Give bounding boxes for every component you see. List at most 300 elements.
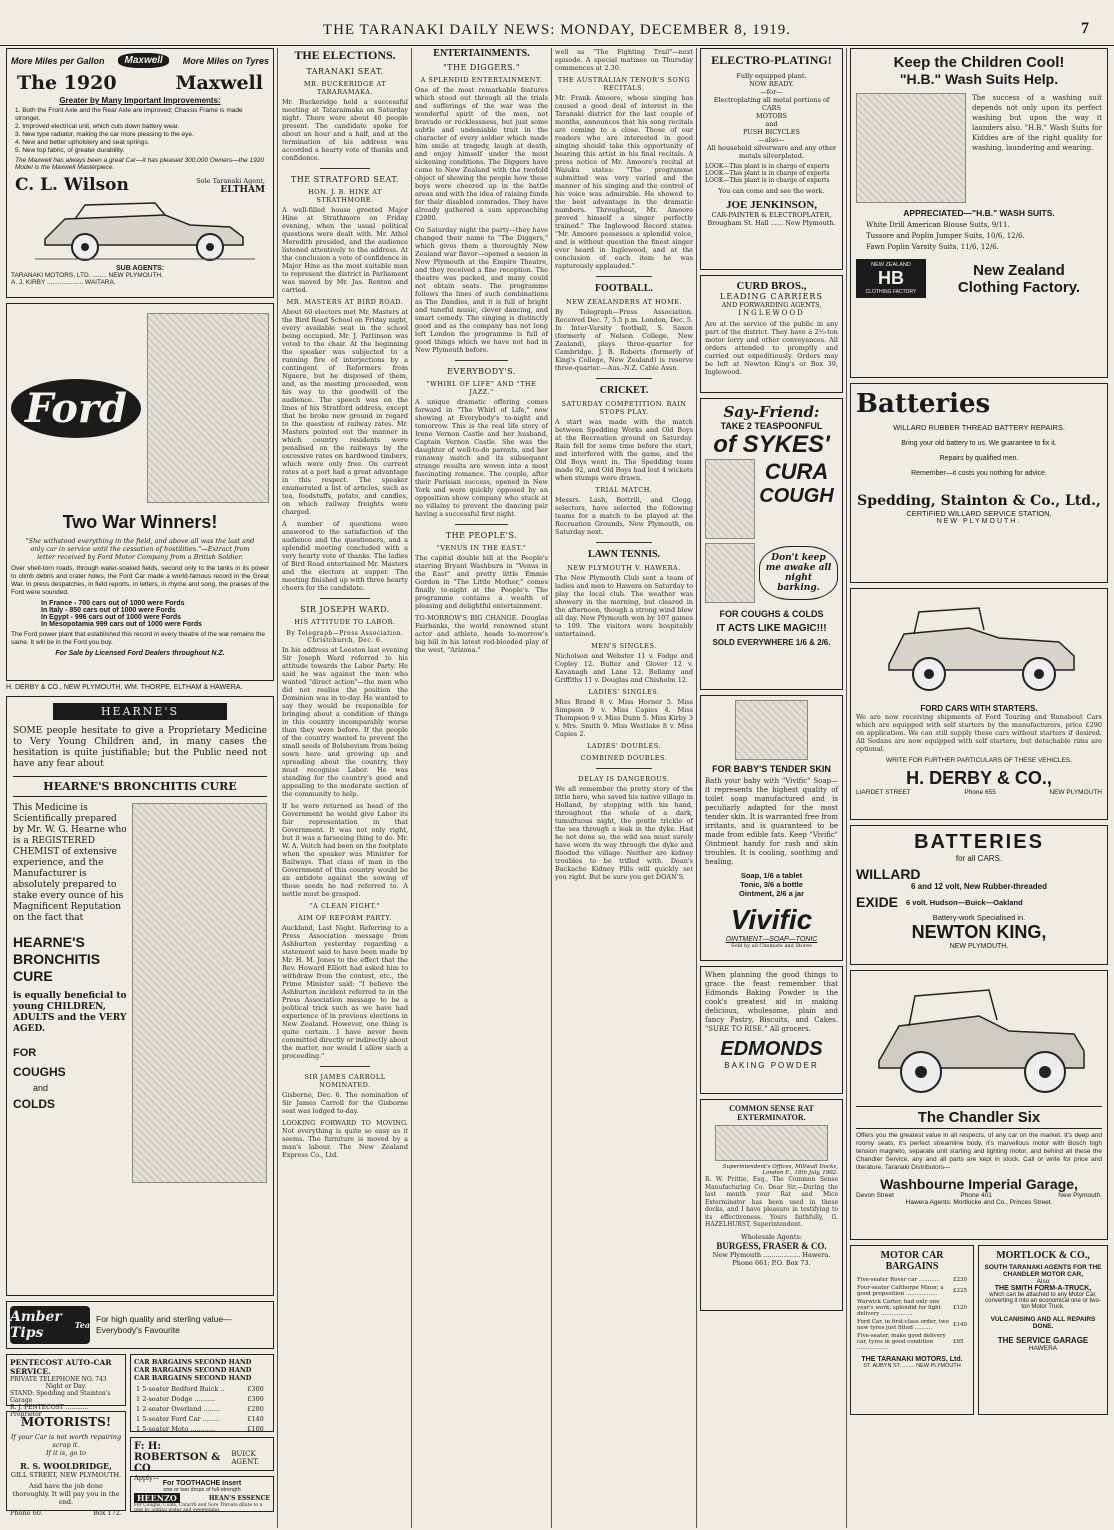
chandler-town: New Plymouth. (1058, 1192, 1102, 1199)
section-subheading: A SPLENDID ENTERTAINMENT. (420, 76, 543, 84)
maxwell-agent-name: C. L. Wilson (15, 175, 129, 195)
rat-exterminator-ad (700, 1099, 843, 1311)
ford-stats (41, 600, 239, 628)
pentecost-hours: Night or Day. (45, 1383, 87, 1390)
heenzo-right: HEAN'S ESSENCE (208, 1494, 270, 1502)
rat-title: COMMON SENSE RAT EXTERMINATOR. (729, 1104, 814, 1122)
hearne-colds: COLDS (13, 1097, 55, 1111)
cricket-heading: CRICKET. (599, 385, 649, 396)
article-paragraph: Mr. Buckeridge held a successful meeting at Tataraimaka on Saturday night. There were about 40 people present. The candidate spoke for about an hour and a half, and at the termination of his address was accorded a hearty vote of thanks and confidence. (282, 98, 408, 162)
electro-item: CARS (761, 104, 781, 112)
article-paragraph: Gisborne, Dec. 6. The nomination of Sir James Carroll for the Gisborne seat was lodged to-day. (282, 1091, 408, 1115)
motorists-name: R. S. WOOLDRIDGE, (20, 1461, 112, 1471)
ford-car-illustration (147, 313, 269, 503)
mortlock-also: Also (1036, 1278, 1050, 1285)
article-paragraph: By Telegraph—Press Association. Received Dec. 7, 5.5 p.m. London, Dec. 5. In Inter-Varsity football, S. Saxon (formerly of Nelson College, New Zealand), plays three-quarter for Cambridge. J. B. Roberts (formerly of King's College, New Zealand) is reserve three-quarter.—Aus.-N.Z. Cable Assn. (555, 308, 693, 372)
motorists-phone: Phone 60. (10, 1509, 43, 1517)
ford-ad (6, 303, 274, 681)
bargains-table (134, 1384, 270, 1434)
hearne-ad (6, 696, 274, 1296)
section-heading: TARANAKI SEAT. (306, 67, 384, 76)
mortlock-line: SOUTH TARANAKI AGENTS FOR THE CHANDLER MOTOR CAR, (984, 1264, 1102, 1278)
hb-wash-suits-ad (850, 48, 1108, 378)
mortlock-line: THE SMITH FORM-A-TRUCK, (994, 1285, 1092, 1292)
section-subheading: HIS ATTITUDE TO LABOR. (294, 618, 396, 626)
table-row (134, 1394, 270, 1404)
hb-title: Keep the Children Cool! (893, 54, 1065, 71)
chandler-dealer: Washbourne Imperial Garage, (880, 1176, 1078, 1192)
section-subheading: TRIAL MATCH. (595, 486, 653, 494)
bargains-price: £200 (247, 1405, 264, 1413)
sykes-say: Say-Friend: (723, 403, 820, 421)
robertson-role: BUICK AGENT. (231, 1449, 260, 1466)
electro-look: LOOK—This plant is in charge of experts (705, 163, 830, 170)
amber-logo: Amber Tips (10, 1309, 62, 1341)
section-subheading: LADIES' SINGLES. (588, 688, 660, 696)
vivific-body: Bath your baby with "Vivific" Soap—it represents the highest quality of toilet soap manufactured and is peculiarly adapted for the most tender skin. It is warranted free from irritants, and is guaranteed to be made from edible fats. Keep "Vivific" Ointment handy for rash and skin troubles. It is cooling, soothing and healing. (705, 777, 838, 866)
motor-car-bargains-ad (850, 1245, 974, 1415)
robertson-apply: Apply— (134, 1474, 160, 1482)
article-paragraph: In his address at Leeston last evening Sir Joseph Ward referred to his attitude towards the Labor Party. He said he was against the men who wanted "direct action"—the men who did not realise the position the Dominion was in to-day. He wanted to say they would be responsible for bringing about a condition of things in this country incomparably worse than they were before. If the people of the country wanted to prevent the small seeds of Bolshevism from being sown here and growing up and spreading about the country, they must recognise Labor. He was standing for the country's good and appealing to the moderate section of the community to help. (282, 646, 408, 798)
list-item: In France - 700 cars out of 1000 were Fords (41, 600, 185, 607)
vivific-price: Soap, 1/6 a tablet (740, 871, 803, 880)
chandler-agents: Hawera Agents: Mortlocke and Co., Princes Street. (905, 1199, 1053, 1206)
derby-write: WRITE FOR FURTHER PARTICULARS OF THESE VEHICLES. (886, 757, 1072, 764)
column-1 (6, 48, 274, 1526)
spedding-town: NEW PLYMOUTH. (936, 518, 1022, 525)
column-3 (415, 48, 548, 1526)
section-heading: SIR JOSEPH WARD. (300, 605, 390, 614)
sykes-for: FOR COUGHS & COLDS (719, 609, 824, 619)
derby-name: H. DERBY & CO., (906, 768, 1052, 788)
section-subheading: MEN'S SINGLES. (591, 642, 657, 650)
mcb-item: Five-seater Rover car ............ (857, 1277, 940, 1283)
rat-agents: Wholesale Agents: (741, 1232, 802, 1241)
section-subheading: SIR JAMES CARROLL NOMINATED. (304, 1073, 386, 1089)
rat-caption: Superintendent's Offices, Millwall Docks, London E., 18th July, 1902. (722, 1164, 838, 1176)
table-row (855, 1276, 969, 1284)
maxwell-improvements-list (15, 107, 265, 155)
hb-factory: Clothing Factory. (957, 278, 1081, 296)
rat-body: R. W. Prittie, Esq., The Common Sense Manufacturing Co. Dear Sir,—During the last month your Rat and Mice Exterminator has been used in these docks, and I have pleasure in testifying to its effectiveness. Yours faithfully, G. HAZELHURST, Superintendent. (705, 1176, 838, 1228)
curd-line: LEADING CARRIERS (720, 292, 823, 301)
newton-town: NEW PLYMOUTH. (949, 943, 1009, 950)
section-subheading: HON. J. B. HINE AT STRATHMORE. (308, 188, 382, 204)
hb-sub: "H.B." Wash Suits Help. (899, 71, 1059, 87)
mcb-price: £120 (953, 1305, 967, 1311)
section-subheading: MR. BUCKERIDGE AT TARARAMAKA. (303, 80, 387, 96)
divider (320, 168, 370, 169)
mcb-title: MOTOR CAR BARGAINS (880, 1250, 944, 1272)
vivific-ad (700, 695, 843, 961)
motorists-ad (6, 1411, 126, 1517)
amber-text: For high quality and sterling value—Everybody's Favourite (96, 1314, 232, 1335)
spedding-sub: CERTIFIED WILLARD SERVICE STATION, (906, 509, 1052, 518)
pentecost-stand: STAND: Spedding and Stainton's Garage (10, 1390, 111, 1404)
maxwell-year: The 1920 (17, 72, 117, 94)
curd-body: Are at the service of the public in any part of the district. They have a 2½-ton motor lorry and other conveyances. All orders attended to promptly and carried out expeditiously. Orders may be left at Newton King's or Box 39, Inglewood. (705, 320, 838, 376)
section-subheading: "WHIRL OF LIFE" AND "THE JAZZ." (426, 380, 537, 396)
article-paragraph: One of the most remarkable features which stood out through all the trials and sufferings of the war was the wonderful spirit of the men, not bravado or recklessness, but just some subtle and undeniable trait in the character of every soldier which made him smile at tragedy, laugh at death, and enjoy himself under the most sickening conditions. The Diggers have come to New Zealand with the twofold object of showing the people how these boys were cheered up in the battle areas and with the idea of raising funds for their disabled comrades. They have already gathered a sum approaching £2000. (415, 86, 548, 222)
section-subheading: NEW ZEALANDERS AT HOME. (566, 298, 682, 306)
elections-title: THE ELECTIONS. (294, 48, 396, 62)
column-divider (277, 48, 278, 1528)
curd-bros-ad (700, 275, 843, 393)
hearne-product-big: HEARNE'S BRONCHITIS CURE (13, 934, 101, 984)
chandler-body: Offers you the greatest value in all respects, of any car on the market. It's deep and roomy seats, it's perfect streamline body, it's marvellous motor with Bosch high tension magneto, separate unit starting and lighting motor, and behind all these the Chandler Service, any and all parts are kept in stock. Call or write for price and literature. Taranaki Distributors— (856, 1132, 1102, 1171)
maxwell-badge: Maxwell (118, 53, 168, 68)
section-subheading: "A CLEAN FIGHT." (309, 902, 381, 910)
table-row (855, 1332, 969, 1352)
hb-appreciated: APPRECIATED—"H.B." WASH SUITS. (903, 208, 1055, 218)
spedding-line: Remember—it costs you nothing for advice. (911, 470, 1047, 477)
newton-name: NEWTON KING, (911, 922, 1047, 942)
list-item: 5. New top fabric, of greater durability. (15, 147, 125, 154)
vivific-logo: Vivific (730, 904, 813, 935)
electro-look: LOOK—This plant is in charge of experts (705, 177, 830, 184)
electro-line: NOW READY. (749, 80, 794, 88)
bargains-row: CAR BARGAINS SECOND HAND (134, 1358, 252, 1366)
hb-nz: New Zealand (973, 261, 1065, 279)
ford-closing: The Ford power plant that established this record in every theatre of the war remains the same. It will be in the Ford you buy. (11, 631, 265, 646)
list-item: 2. Improved electrical unit, which cuts down battery wear. (15, 123, 180, 130)
list-item: In Italy - 850 cars out of 1000 were Fords (41, 607, 176, 614)
electro-address: Brougham St. Hall ...... New Plymouth. (707, 219, 836, 227)
section-heading: THE PEOPLE'S. (445, 531, 518, 540)
mcb-price: £140 (953, 1322, 967, 1328)
robertson-name: F: H: ROBERTSON & CO (134, 1441, 221, 1474)
column-2 (282, 48, 408, 1526)
newton-exide-desc: 6 volt. Hudson—Buick—Oakland (906, 897, 1023, 907)
spedding-title: Batteries (856, 389, 991, 419)
heenzo-head: For TOOTHACHE Insert (162, 1480, 242, 1487)
dog-illustration (705, 543, 755, 603)
hearne-and: and (33, 1083, 49, 1093)
rat-name: BURGESS, FRASER & CO. (716, 1240, 827, 1251)
hearne-suitable: is equally beneficial to young CHILDREN, ADULTS and the VERY AGED. (13, 991, 127, 1034)
table-row (134, 1414, 270, 1424)
divider (596, 378, 651, 379)
motorists-tag: And have the job done thoroughly. It will pay you in the end. (12, 1482, 120, 1506)
mortlock-name: MORTLOCK & CO., (996, 1250, 1090, 1261)
rat-address: New Plymouth .................. Hawera. (712, 1250, 831, 1259)
pentecost-name: PENTECOST AUTO-CAR SERVICE. (10, 1358, 112, 1376)
maxwell-brand: Maxwell (175, 72, 263, 94)
article-paragraph: LOOKING FORWARD TO MOVING. Not everything is quite so easy as it seems. The furniture is moved by a man's labour. The New Zealand Express Co., Ltd. (282, 1119, 408, 1159)
maxwell-tag-left: More Miles per Gallon (11, 55, 105, 66)
electro-item: PUSH BICYCLES (743, 128, 800, 136)
vivific-sub: OINTMENT—SOAP—TONIC (725, 936, 818, 943)
bargains-item: 1 2-seater Overland ........ (136, 1405, 221, 1413)
article-paragraph: Messrs. Lash, Bottrill, and Clegg, selectors, have selected the following teams for a match to be played at the Recreation Grounds, New Plymouth, on Saturday next. (555, 496, 693, 536)
section-subheading: "VENUS IN THE EAST." (436, 544, 527, 552)
list-item: In Egypt - 996 cars out of 1000 were Fords (41, 614, 182, 621)
derby-address: LIARDET STREET (856, 789, 911, 796)
hb-body: The success of a washing suit depends not only upon its perfect washing but upon the way it launders also. "H.B." Wash Suits for Kiddies are of the right quality for washing, laundering and wearing. (972, 94, 1102, 152)
maxwell-car-illustration (15, 197, 265, 263)
bargains-item: 1 2-seater Dodge .......... (136, 1395, 216, 1403)
maxwell-note: The Maxwell has always been a great Car—it has pleased 300,000 Owners—the 1920 Model is the Maxwell Masterpiece. (15, 157, 264, 171)
maxwell-sub-agents-title: SUB AGENTS: (116, 265, 164, 272)
bargains-price: £100 (247, 1425, 264, 1433)
bargains-row: CAR BARGAINS SECOND HAND (134, 1366, 252, 1374)
newton-title: BATTERIES (914, 831, 1044, 853)
electro-role: CAR-PAINTER & ELECTROPLATER, (711, 211, 832, 219)
mortlock-line: VULCANISING AND ALL REPAIRS DONE. (990, 1316, 1096, 1330)
maxwell-sub-agent: A. J. KIRBY .................... WAITARA. (11, 279, 116, 286)
article-paragraph: Mr. Frank Amoore, whose singing has caused a good deal of interest in the Taranaki district for the last couple of months, announces that his song recitals are coming to a close. Those of our readers who are interested in good singing should take this opportunity of hearing this artist in his final recitals. A press notice of Mr. Amoore's recital at Waiuku states: "The programme submitted was very varied and the manner of his singing and the control of his voice was admirable. He showed to the best advantage in the dramatic numbers. Throughout, Mr. Amoore proved himself a singer perfectly trained." The Inglewood Record states: "Mr. Amoore possesses a splendid voice, and is without question the finest singer ever heard in Inglewood, and at the conclusion of each item he was rapturously applauded." (555, 94, 693, 270)
divider (455, 524, 508, 525)
vivific-price: Tonic, 3/6 a bottle (740, 880, 803, 889)
maxwell-agent-town: ELTHAM (220, 185, 265, 195)
electro-look: LOOK—This plant is in charge of experts (705, 170, 830, 177)
ford-footer: H. DERBY & CO., NEW PLYMOUTH, WM. THORPE, ELTHAM & HAWERA. (6, 684, 243, 691)
dateline: By Telegraph—Press Association. Christchurch, Dec. 6. (286, 630, 404, 644)
article-paragraph: On Saturday night the party—they have changed their name to "The Diggers," which gives them a thoroughly New Zealand war flavor—opened a season in New Plymouth at the Empire Theatre, and they received a fine reception. The theatre was packed, and many could not obtain seats. The programme follows the lines of such combinations as The Dandies, and it is full of bright and tuneful music, clever dancing, and smart comedy. The singing is distinctly good and as the company has not long left London the programme is full of good things which we have not had in New Plymouth before. (415, 226, 548, 354)
hb-item: Fawn Poplin Varsity Suits, 11/6, 12/6. (866, 243, 999, 251)
bargains-item: 1 5-seater Bedford Buick .. (136, 1385, 225, 1393)
article-paragraph: The capital double bill at the People's starring Bryant Washburn in "Venus in the East" and pretty little Emmie Gordon in "The Little Mother," comes finally to-night at the People's. The programme contains a wealth of pleasing and delightful entertainment. (415, 554, 548, 610)
hb-logo-bottom: CLOTHING FACTORY (865, 289, 917, 295)
table-row (855, 1284, 969, 1298)
hb-item: White Drill American Blouse Suits, 9/11. (866, 221, 1010, 229)
page-number: 7 (1081, 20, 1090, 37)
hearne-body: This Medicine is Scientifically prepared by Mr. W. G. Hearne who is a REGISTERED CHEMIST of extensive experience, and the Manufacturer is absolutely prepared to stake every ounce of his Magnificent Reputation on the fact that (13, 803, 127, 923)
rat-phone: Phone 661; P.O. Box 73. (732, 1258, 811, 1267)
motorists-box: Box 172. (93, 1509, 122, 1517)
curd-town: INGLEWOOD (738, 309, 805, 317)
section-subheading: AIM OF REFORM PARTY. (297, 914, 393, 922)
table-row (855, 1298, 969, 1318)
hearne-logo: HEARNE'S (53, 703, 227, 720)
article-paragraph: About 60 electors met Mr. Masters at the Bird Road School on Friday night, every available seat in the school being occupied. Mr. J. Pattinson was voted to the chair. At the beginning the speaker was subjected to a running fire of interjections by a contingent of Reformers from Ngaere, but he disposed of them, and, as the meeting proceeded, won his way to the goodwill of the audience. The speech was on the lines of his Stratford address, except that he broke new ground in regard to the question of railway rates. Mr. Masters pointed out the manner in which country residents were penalised on the railways by the excessive rates on hardwood timbers, which were only free. On current rates at a port had a great advantage in this respect. The speaker enumerated a list of articles, such as tea, foodstuffs, potato, and candles, on which railway freights were charged. (282, 308, 408, 516)
section-subheading: NEW PLYMOUTH V. HAWERA. (567, 564, 681, 572)
electro-plating-ad (700, 48, 843, 270)
derby-caption: FORD CARS WITH STARTERS. (920, 704, 1038, 713)
derby-town: NEW PLYMOUTH (1049, 789, 1102, 796)
rat-illustration (715, 1125, 828, 1161)
electro-line: —for— (760, 88, 783, 96)
spedding-line: WILLARD RUBBER THREAD BATTERY REPAIRS. (893, 423, 1065, 432)
hb-logo-mark: HB (878, 268, 904, 288)
sykes-cura: CURA (764, 459, 829, 484)
hearne-coughs: COUGHS (13, 1065, 66, 1079)
divider (455, 360, 508, 361)
heenzo-foot: For Coughs, Colds, Catarrh and Sore Throats dilute to a pint by adding water and sweetening (134, 1503, 263, 1513)
newton-sub: for all CARS. (955, 854, 1003, 863)
newton-spec: Battery-work Specialised in. (932, 913, 1026, 922)
ford-body: Over shell-torn roads, through water-soaked fields, second only to the tanks in its power to climb debris and crater holes, the Ford Car made a world-famous record in the Great War. In press despatches, in field reports, in letters, in rhyme and song, the praises of the Ford were sounded. (11, 565, 269, 596)
curd-name: CURD BROS., (736, 280, 807, 292)
sykes-take: TAKE 2 TEASPOONFUL (720, 421, 823, 431)
mcb-name: THE TARANAKI MOTORS, Ltd. (861, 1356, 963, 1363)
electro-item: MOTORS (756, 112, 787, 120)
spedding-ad (850, 383, 1108, 583)
section-subheading: THE AUSTRALIAN TENOR'S SONG RECITALS. (557, 76, 691, 92)
mortlock-town: HAWERA (1028, 1345, 1058, 1352)
hb-logo-top: NEW ZEALAND (871, 262, 911, 268)
bargains-item: 1 5-seater Moto ............ (136, 1425, 216, 1433)
pentecost-phone: PRIVATE TELEPHONE NO. 743 (10, 1376, 107, 1383)
mcb-address: ST. AUBYN ST. ........ NEW PLYMOUTH (863, 1363, 961, 1369)
robertson-ad (130, 1437, 274, 1482)
article-paragraph: We all remember the pretty story of the little hero, who saved his native village in Holland, by stopping with his hand, throughout the whole of a dark, tumultuous night, the gentle trickle of the sea through a leak in the dyke. Had he not done so, the wild sea must surely have worn its way through the dyke and flooded the village. Neither are kidney troubles to be trifled with. Doan's Backache Kidney Pills will quickly set you right. But be sure you get DOAN'S. (555, 785, 693, 881)
motorists-address: GILL STREET, NEW PLYMOUTH. (10, 1471, 122, 1479)
edmonds-logo: EDMONDS (720, 1038, 823, 1060)
maxwell-improvements-title: Greater by Many Important Improvements: (59, 96, 221, 105)
chandler-ad (850, 970, 1108, 1240)
maxwell-agent-role: Sole Taranaki Agent, (196, 177, 265, 185)
column-divider (846, 48, 847, 1528)
article-paragraph: Auckland, Last Night. Referring to a Press Association message from Ashburton yesterday regarding a statement said to have been made by Mr. H. M. Jones to the effect that the Rev. Howard Elliott had asked him to withdraw from the contest, etc., the Prime Minister said: "I believe the Ashburton incident referred to in the Press Association message to be a political trick such as we have had experience of in previous elections in New Zealand. However, one thing is quite certain. I have never been committed directly or indirectly about the matter, nor would I allow such a proceeding." (282, 924, 408, 1060)
article-paragraph: The New Plymouth Club sent a team of ladies and men to Hawera on Saturday to play the local club. The weather was showery in the morning, but cleared in the afternoon, though a strong wind blew all day. New Plymouth won by 107 games to 109. The visitors were hospitably entertained. (555, 574, 693, 638)
bargains-price: £300 (247, 1385, 264, 1393)
hearne-product: HEARNE'S BRONCHITIS CURE (13, 776, 267, 797)
motorists-line1: If your Car is not worth repairing scrap it. (10, 1433, 122, 1449)
chandler-address: Devon Street (856, 1192, 894, 1199)
section-heading: THE STRATFORD SEAT. (290, 175, 400, 184)
maxwell-ad (6, 48, 274, 298)
sykes-sold: SOLD EVERYWHERE 1/6 & 2/6. (712, 638, 831, 647)
list-item: 3. New type radiator, making the car more pleasing to the eye. (15, 131, 194, 138)
mcb-price: £225 (953, 1288, 967, 1294)
newton-willard-desc: 6 and 12 volt, New Rubber-threaded (910, 882, 1048, 891)
mcb-item: Ford Car, in first-class order, two new tyres just fitted .......... (857, 1319, 949, 1331)
ford-dealer: For Sale by Licensed Ford Dealers throughout N.Z. (55, 650, 225, 657)
mcb-item: Four-seater Calthorpe Minor, a good proposition .................. (857, 1285, 944, 1297)
mortlock-garage: THE SERVICE GARAGE (997, 1336, 1089, 1345)
divider (596, 542, 651, 543)
article-paragraph: A unique dramatic offering comes forward in "The Whirl of Life," now showing at Everybody's to-night and tomorrow. This is the real life story of Irene Vernon Castle and her husband, Captain Vernon Castle. She was the daughter of well-to-do parents, and her runaway match and its subsequent strange results are woven into a most fascinating romance. The couple, after their Parisian success, opened in New York and were quickly opposed by an opposition show company who stuck at no villainy to prevent the dancing pair having a successful first night. (415, 398, 548, 518)
column-6 (850, 48, 1108, 1526)
article-paragraph: A well-filled house greeted Major Hine at Strathmore on Friday evening, when the usual political questions were dealt with. Mr. Athol Meredith presided, and the audience listened attentively to the address. At the conclusion a vote of confidence in Major Hine as the most suitable man to represent the district in Parliament was moved by Mr. Jas. Renton and carried. (282, 206, 408, 294)
section-subheading: DELAY IS DANGEROUS. (578, 775, 670, 783)
mortlock-ad (978, 1245, 1108, 1415)
column-5 (700, 48, 843, 1526)
chandler-title: The Chandler Six (856, 1106, 1102, 1129)
section-subheading: LADIES' DOUBLES. (587, 742, 661, 750)
electro-title: ELECTRO-PLATING! (711, 53, 832, 67)
mcb-price: £230 (953, 1277, 967, 1283)
section-heading: "THE DIGGERS." (442, 63, 520, 72)
pentecost-proprietor: R. J. PENTECOST ............ Proprietor (10, 1404, 89, 1418)
hearne-for: FOR (13, 1047, 37, 1059)
maxwell-sub-agent: TARANAKI MOTORS, LTD. ........ NEW PLYMOUTH. (11, 272, 163, 279)
knight-illustration (132, 803, 267, 1183)
column-divider (411, 48, 412, 1528)
mcb-table (855, 1276, 969, 1352)
mcb-item: Five-seater, make good delivery car, tyres in good condition .................. (857, 1333, 946, 1351)
section-subheading: MR. MASTERS AT BIRD ROAD. (286, 298, 404, 306)
mortlock-line: which can be attached to any Motor Car, converting it into an economical one or two-ton Motor Truck. (985, 1292, 1101, 1310)
hearne-intro: SOME people hesitate to give a Proprietary Medicine to Very Young Children and, in many cases the hesitation is quite justifiable; but the Public need not have any fear about (13, 726, 267, 769)
article-paragraph: Miss Brand 8 v. Miss Horner 5. Miss Simpson 9 v. Miss Capies 4. Miss Thompson 9 v. Miss Dunn 5. Miss Kirby 3 v. Mrs. Smith 9. Miss Westlake 8 v. Miss Capies 2. (555, 698, 693, 738)
table-row (855, 1318, 969, 1332)
spedding-name: Spedding, Stainton & Co., Ltd., (857, 493, 1101, 509)
electro-line: Electroplating all metal portions of (713, 96, 830, 104)
mcb-price: £85 (953, 1339, 964, 1345)
maxwell-tag-right: More Miles on Tyres (182, 55, 269, 66)
table-row (134, 1404, 270, 1414)
pentecost-ad (6, 1354, 126, 1418)
section-subheading: COMBINED DOUBLES. (580, 754, 668, 762)
article-paragraph: TO-MORROW'S BIG CHANGE. Douglas Fairbanks, the world renowned stunt actor and athlete, heads to-morrow's big bill in his latest red-blooded play of the west, "Arizona." (415, 614, 548, 654)
heenzo-sub: one or two drops of full-strength (163, 1487, 241, 1493)
vivific-sold: Sold by all Chemists and Stores (731, 943, 812, 949)
section-subheading: SATURDAY COMPETITION. RAIN STOPS PLAY. (561, 400, 687, 416)
hb-logo (856, 259, 926, 298)
hb-item: Tussore and Poplin Jumper Suits, 10/6, 12/6. (866, 232, 1025, 240)
column-4 (555, 48, 693, 1526)
car-bargains-ad (130, 1354, 274, 1432)
masthead-title: THE TARANAKI DAILY NEWS: MONDAY, DECEMBER 8, 1919. (322, 21, 792, 38)
bargains-price: £300 (247, 1395, 264, 1403)
bargains-row: CAR BARGAINS SECOND HAND (134, 1374, 252, 1382)
masthead (0, 18, 1114, 42)
derby-ad (850, 588, 1108, 820)
newton-willard: WILLARD (856, 866, 921, 882)
section-heading: EVERYBODY'S. (447, 367, 516, 376)
divider (320, 598, 370, 599)
ford-quote: "She withstood everything in the field, and above all was the last and only car in service until the cessation of hostilities."—Extract from letter received by Ford Motor Company from a British Soldier. (25, 537, 255, 561)
divider (320, 1066, 370, 1067)
ford-headline: Two War Winners! (62, 512, 218, 532)
children-illustration (856, 93, 966, 203)
vivific-head: FOR BABY'S TENDER SKIN (712, 764, 831, 774)
edmonds-ad (700, 966, 843, 1094)
table-row (134, 1384, 270, 1394)
masthead-rule (0, 45, 1114, 46)
spedding-line: Bring your old battery to us. We guarantee to fix it. (901, 440, 1057, 447)
ford-starter-car-illustration (859, 594, 1099, 704)
newton-king-ad (850, 825, 1108, 965)
amber-tea: Tea (74, 1320, 90, 1330)
list-item: 4. New and better upholstery and seat springs. (15, 139, 150, 146)
bargains-price: £140 (247, 1415, 264, 1423)
baby-illustration (735, 700, 808, 760)
column-divider (696, 48, 697, 1528)
article-paragraph: well as "The Fighting Trail"—next episode. A special matinee on Thursday commences at 2.30. (555, 48, 693, 72)
divider (596, 768, 651, 769)
spedding-line: Repairs by qualified men. (939, 455, 1019, 462)
sykes-cough: COUGH (759, 485, 834, 507)
electro-line: You can come and see the work. (718, 187, 825, 195)
edmonds-sub: BAKING POWDER (724, 1061, 819, 1070)
newton-exide: EXIDE (856, 894, 899, 910)
table-row (134, 1424, 270, 1434)
amber-tips-ad (6, 1301, 274, 1349)
ford-logo: Ford (11, 379, 141, 438)
edmonds-body: When planning the good things to grace the feast remember that Edmonds Baking Powder is the cook's greatest aid in making delicious, wholesome, plain and fancy Pastry, Biscuits, and Cakes. "SURE TO RISE." All grocers. (705, 971, 838, 1033)
list-item: 1. Both the Front Axle and the Rear Axle are improved; Chassis Frame is made stronger. (15, 107, 243, 122)
column-divider (551, 48, 552, 1528)
electro-line: Fully equipped plant. (736, 72, 807, 80)
electro-name: JOE JENKINSON, (725, 199, 818, 211)
curd-sub: AND FORWARDING AGENTS, (721, 301, 822, 309)
sykes-of: of SYKES' (713, 431, 830, 458)
electro-line: All household silverware and any other metals silverplated. (706, 144, 837, 160)
chandler-car-illustration (859, 976, 1099, 1106)
derby-phone: Phone 655 (964, 789, 996, 796)
football-heading: FOOTBALL. (594, 283, 654, 294)
heenzo-brand: HEENZO (134, 1493, 180, 1503)
spoon-illustration (705, 459, 755, 539)
mcb-item: Warwick Carter, had only one year's work; splendid for light delivery .................. (857, 1299, 941, 1317)
entertainments-title: ENTERTAINMENTS. (433, 48, 530, 59)
article-paragraph: A start was made with the match between Spedding Works and Old Boys at the Recreation ground on Saturday. Rain fell for some time before the start, and interfered with the game, and the Old Boys went in. The Spedding team made 92, and Old Boys had lost 4 wickets when stumps were drawn. (555, 418, 693, 482)
electro-line: —also— (758, 136, 785, 144)
chandler-phone: Phone 401 (960, 1192, 992, 1199)
